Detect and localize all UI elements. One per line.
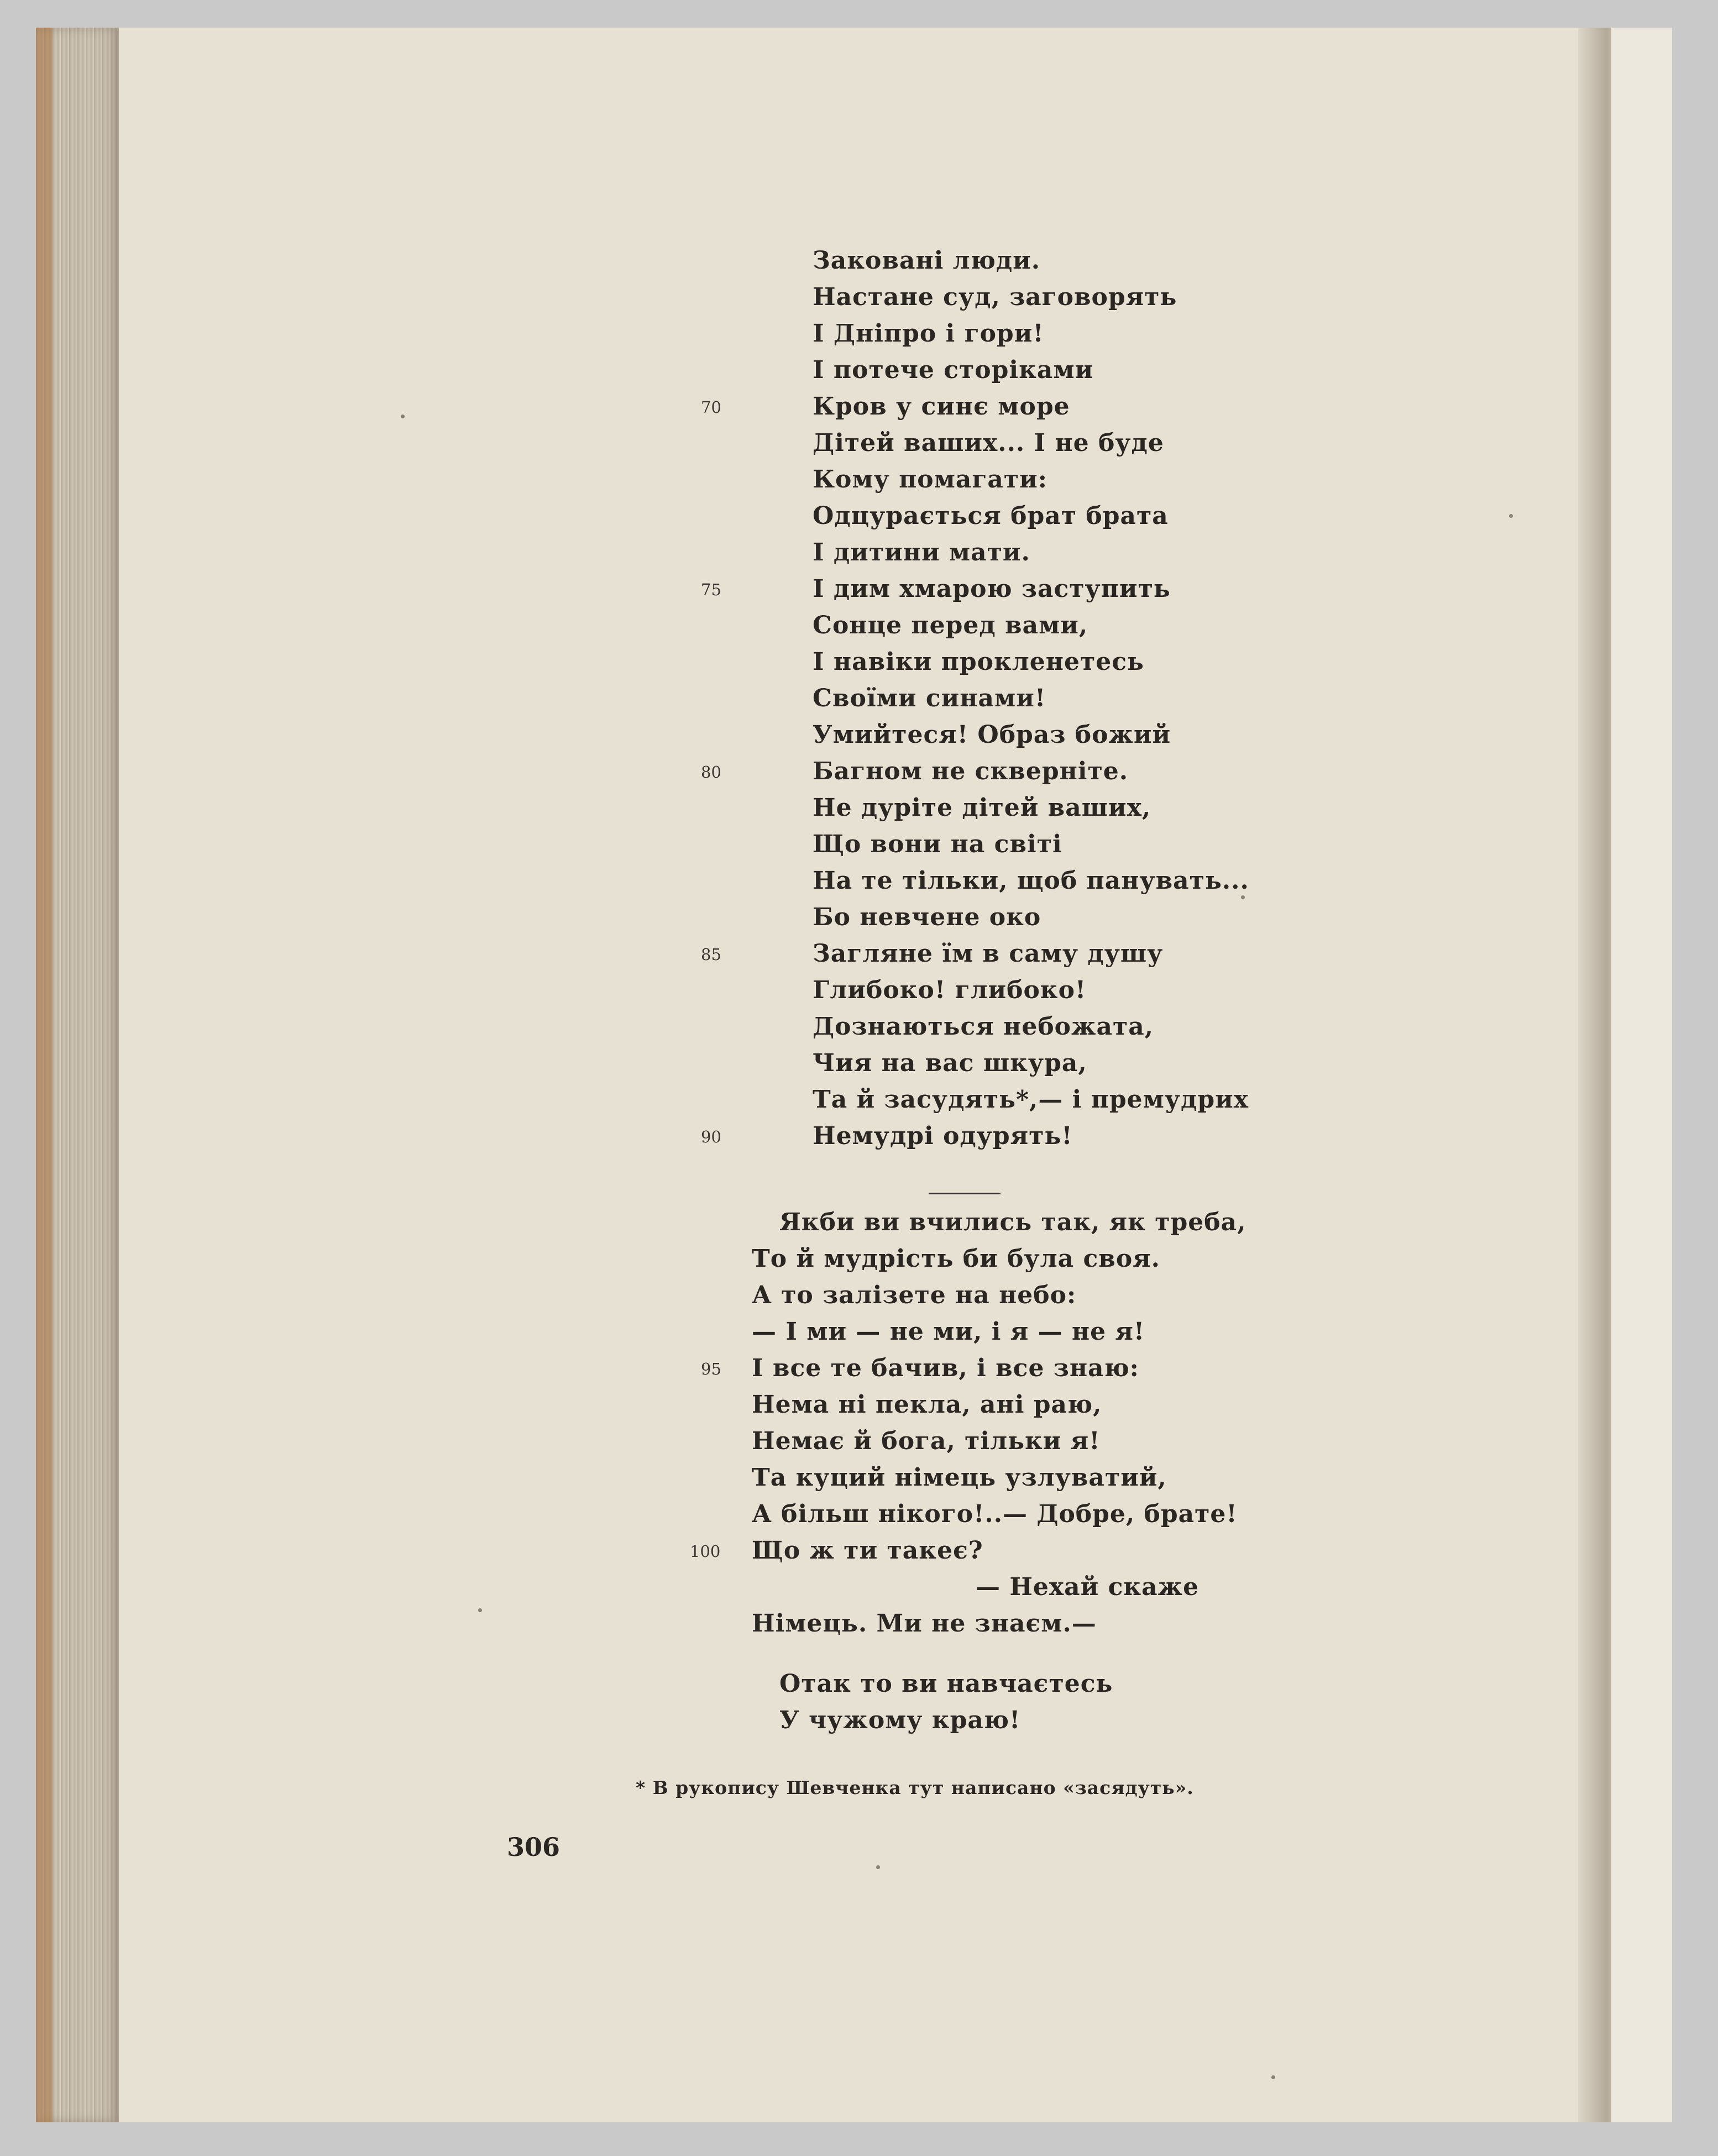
poem-text: [36, 28, 1672, 2122]
line-number: 90: [701, 1127, 721, 1146]
scan-speck: [1241, 895, 1245, 899]
line-number: 80: [701, 763, 721, 781]
poem-line: А більш нікого!..— Добре, брате!: [752, 1500, 1238, 1528]
page-number: 306: [507, 1832, 561, 1862]
poem-line: Дітей ваших... І не буде: [813, 429, 1164, 457]
line-number: 95: [701, 1360, 721, 1378]
poem-line: То й мудрість би була своя.: [752, 1245, 1160, 1273]
poem-line: Та куций німець узлуватий,: [752, 1463, 1167, 1492]
poem-line: І дим хмарою заступить: [813, 575, 1171, 603]
scan-speck: [876, 1865, 880, 1869]
poem-line: — І ми — не ми, і я — не я!: [752, 1318, 1145, 1346]
scan-speck: [1509, 514, 1513, 518]
poem-line: Умийтеся! Образ божий: [813, 721, 1171, 749]
poem-line: Дознаються небожата,: [813, 1013, 1154, 1041]
poem-line: Кров у синє море: [813, 392, 1070, 421]
poem-line: — Нехай скаже: [976, 1573, 1200, 1601]
line-number: 75: [701, 580, 721, 599]
poem-line: На те тільки, щоб панувать...: [813, 867, 1249, 895]
poem-line: Що вони на світі: [813, 830, 1062, 858]
poem-line: Немудрі одурять!: [813, 1122, 1073, 1150]
line-number: 100: [690, 1542, 721, 1561]
scan-speck: [401, 415, 405, 418]
poem-line: Кому помагати:: [813, 465, 1047, 494]
book-scan: [36, 28, 1672, 2122]
poem-line: І потече сторіками: [813, 356, 1094, 384]
poem-line: Що ж ти такеє?: [752, 1536, 983, 1565]
poem-line: Заковані люди.: [813, 246, 1041, 275]
poem-line: Нема ні пекла, ані раю,: [752, 1391, 1102, 1419]
poem-line: Загляне їм в саму душу: [813, 940, 1164, 968]
poem-line: Не дуріте дітей ваших,: [813, 794, 1151, 822]
poem-line: І дитини мати.: [813, 538, 1030, 566]
poem-line: І навіки прокленетесь: [813, 648, 1144, 676]
poem-line: А то залізете на небо:: [752, 1281, 1077, 1309]
poem-line: Чия на вас шкура,: [813, 1049, 1087, 1077]
poem-line: Та й засудять*,— і премудрих: [813, 1085, 1249, 1114]
line-number: 85: [701, 945, 721, 964]
poem-line: Бо невчене око: [813, 903, 1041, 931]
poem-line: Немає й бога, тільки я!: [752, 1427, 1101, 1455]
poem-line: Багном не скверніте.: [813, 757, 1129, 785]
poem-line: У чужому краю!: [779, 1706, 1021, 1734]
poem-line: Сонце перед вами,: [813, 611, 1088, 639]
line-number: 70: [701, 398, 721, 417]
poem-line: Одцурається брат брата: [813, 502, 1169, 530]
section-divider: [929, 1193, 1001, 1194]
poem-line: Настане суд, заговорять: [813, 283, 1177, 311]
poem-line: І Дніпро і гори!: [813, 319, 1044, 348]
poem-line: Своїми синами!: [813, 684, 1046, 712]
footnote: * В рукопису Шевченка тут написано «засядуть».: [636, 1777, 1194, 1798]
poem-line: Отак то ви навчаєтесь: [779, 1670, 1113, 1698]
scan-speck: [478, 1608, 482, 1612]
poem-line: Глибоко! глибоко!: [813, 976, 1087, 1004]
scan-speck: [1271, 2075, 1275, 2079]
poem-line: Якби ви вчились так, як треба,: [779, 1208, 1246, 1236]
poem-line: І все те бачив, і все знаю:: [752, 1354, 1139, 1382]
poem-line: Німець. Ми не знаєм.—: [752, 1609, 1097, 1638]
